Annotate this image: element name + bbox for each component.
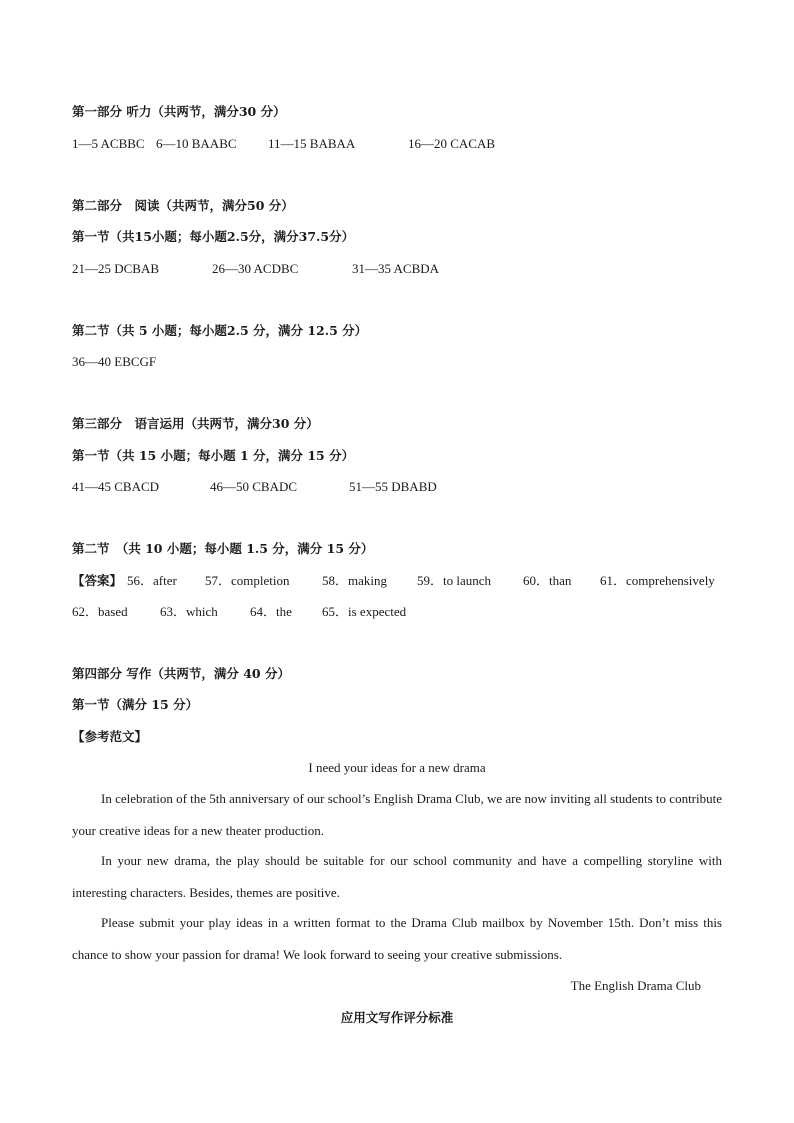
part2-section2-heading: 第二节（共 5 小题；每小题2.5 分，满分 12.5 分） — [72, 323, 368, 338]
part2-section2-answers — [72, 354, 156, 370]
answer-group: 1—5 ACBBC — [72, 136, 145, 151]
part1-heading: 第一部分 听力（共两节，满分30 分） — [72, 104, 286, 119]
answer-group: 6—10 BAABC — [156, 136, 237, 151]
essay-paragraph: Please submit your play ideas in a written format to the Drama Club mailbox by November 15th. Don’t miss this chance to show your passion for drama! We look forward to seeing your creative submissions. — [72, 915, 722, 962]
part3-heading: 第三部分 语言运用（共两节，满分30 分） — [72, 416, 319, 431]
part3-section1-heading: 第一节（共 15 小题；每小题 1 分，满分 15 分） — [72, 448, 355, 463]
answer-group: 41—45 CBACD — [72, 479, 160, 494]
essay-paragraph: In celebration of the 5th anniversary of our school’s English Drama Club, we are now inviting all students to contribute your creative ideas for a new theater production. — [72, 791, 722, 838]
answer-item: 56．after — [127, 573, 177, 588]
answer-group: 31—35 ACBDA — [352, 261, 440, 276]
essay-signature: The English Drama Club — [570, 978, 701, 993]
answer-group: 11—15 BABAA — [268, 136, 356, 151]
answer-item: 59．to launch — [417, 573, 492, 588]
answer-group: 46—50 CBADC — [210, 479, 298, 494]
sample-essay-label: 【参考范文】 — [72, 729, 148, 744]
answer-item: 64．the — [250, 604, 292, 619]
answer-item: 65．is expected — [322, 604, 407, 619]
part4-heading: 第四部分 写作（共两节，满分 40 分） — [72, 666, 290, 681]
essay-paragraph: In your new drama, the play should be suitable for our school community and have a compelling storyline with interesting characters. Besides, themes are positive. — [72, 853, 722, 900]
answer-item: 63．which — [160, 604, 218, 619]
answer-group: 26—30 ACDBC — [212, 261, 299, 276]
answer-group: 21—25 DCBAB — [72, 261, 160, 276]
part2-section1-heading: 第一节（共15小题；每小题2.5分，满分37.5分） — [72, 229, 355, 244]
answer-item: 61．comprehensively — [600, 573, 715, 588]
answer-label: 【答案】 — [72, 573, 123, 588]
answer-group: 51—55 DBABD — [349, 479, 437, 494]
part4-section1-heading: 第一节（满分 15 分） — [72, 697, 199, 712]
answer-item: 62．based — [72, 604, 128, 619]
answer-item: 60．than — [523, 573, 572, 588]
part3-section2-heading: 第二节 （共 10 小题；每小题 1.5 分，满分 15 分） — [72, 541, 374, 556]
essay-title: I need your ideas for a new drama — [308, 760, 486, 775]
answer-group: 36—40 EBCGF — [72, 354, 157, 369]
part2-heading: 第二部分 阅读（共两节，满分50 分） — [72, 198, 294, 213]
answer-group: 16—20 CACAB — [408, 136, 496, 151]
answer-item: 58．making — [322, 573, 387, 588]
answer-item: 57．completion — [205, 573, 290, 588]
criteria-title: 应用文写作评分标准 — [340, 1010, 454, 1025]
